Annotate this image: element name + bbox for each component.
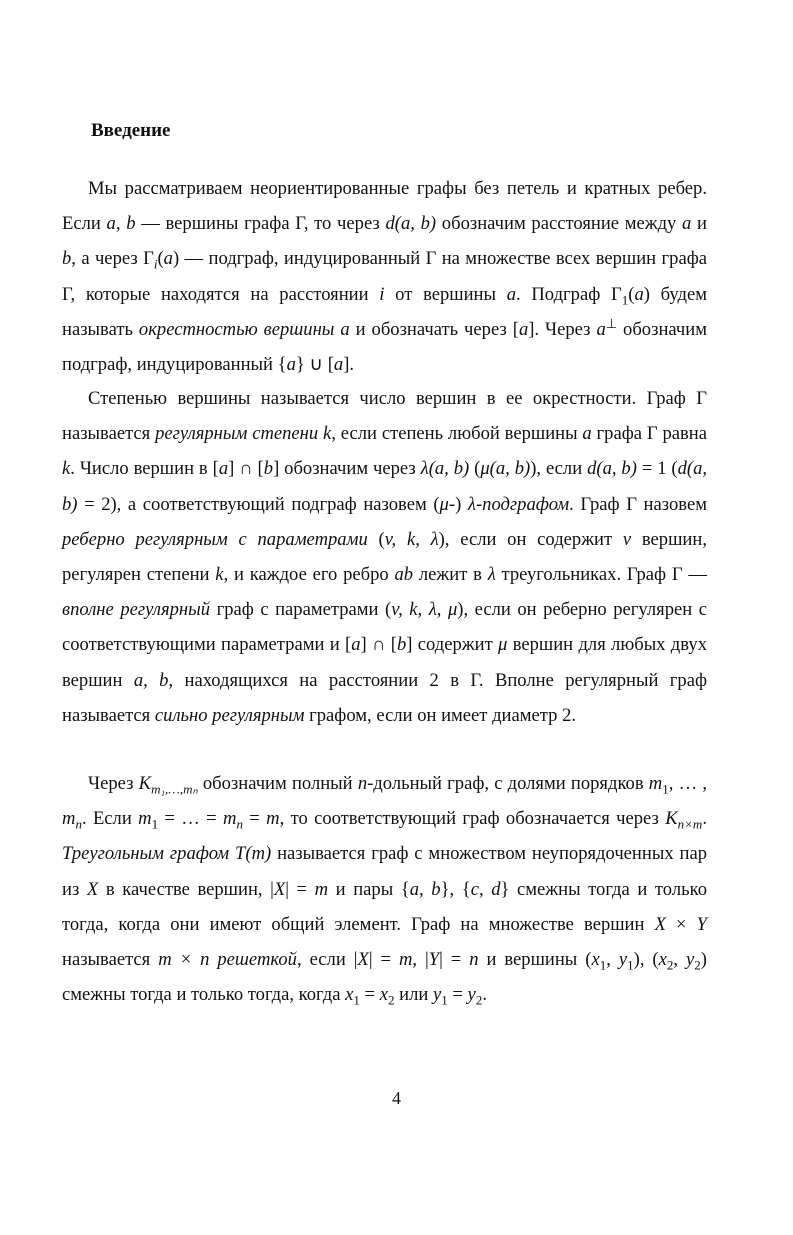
- text-run: v, k, λ, μ: [391, 599, 458, 621]
- text-run: X: [86, 878, 99, 900]
- text-run: -: [475, 493, 483, 515]
- text-run: Треугольным графом T(m): [62, 843, 272, 865]
- text-run: ] ∩ [: [360, 634, 397, 656]
- text-run: 1: [151, 816, 159, 832]
- paragraph-2: [62, 381, 707, 733]
- text-run: m: [266, 808, 280, 830]
- text-run: 1: [599, 957, 607, 973]
- text-run: , … ,: [668, 773, 708, 794]
- text-run: X: [357, 949, 369, 971]
- text-run: ) смежны тогда и только тогда, когда: [62, 949, 707, 1006]
- text-run: ] содержит: [406, 634, 499, 656]
- text-run: X: [273, 878, 286, 900]
- text-run: ), (: [633, 949, 659, 971]
- text-run: вполне регулярный: [62, 599, 211, 621]
- text-run: | =: [439, 949, 470, 971]
- text-run: x: [591, 949, 600, 971]
- text-run: ) будем называть: [62, 283, 707, 340]
- text-run: a: [518, 318, 529, 340]
- text-run: в качестве вершин, |: [98, 878, 274, 900]
- text-run: (: [469, 458, 481, 480]
- text-run: 2: [475, 992, 483, 1008]
- text-run: треугольниках. Граф Γ —: [495, 564, 707, 586]
- text-run: y: [686, 949, 695, 971]
- text-run: Y: [428, 949, 440, 971]
- text-run: a: [682, 213, 692, 235]
- text-run: m: [398, 949, 413, 971]
- text-run: . Подграф Γ: [516, 283, 622, 305]
- text-run: . Число вершин в [: [70, 458, 219, 480]
- text-run: λ(a, b): [420, 458, 470, 480]
- text-run: b: [263, 458, 274, 480]
- text-run: ), если он содержит: [438, 528, 623, 550]
- text-run: m: [648, 773, 663, 794]
- text-run: =: [359, 984, 380, 1006]
- text-run: d(a, b): [62, 458, 708, 515]
- text-run: Через: [88, 773, 139, 794]
- text-run: m: [223, 808, 237, 830]
- text-run: ), если он реберно регулярен с соответствующими параметрами и [: [62, 599, 708, 656]
- text-run: 2: [666, 957, 674, 973]
- text-run: n: [236, 816, 243, 832]
- text-run: . Граф Γ назовем: [569, 493, 707, 515]
- text-run: a: [351, 634, 361, 656]
- text-run: x: [379, 984, 388, 1006]
- text-run: , |: [412, 949, 429, 971]
- text-run: K: [138, 773, 152, 794]
- text-run: .: [702, 808, 707, 830]
- text-run: 1: [621, 292, 629, 308]
- section-heading: Введение: [91, 120, 171, 141]
- text-run: (: [628, 283, 635, 305]
- text-run: ].: [343, 354, 355, 376]
- text-run: y: [432, 984, 442, 1006]
- text-run: y: [467, 984, 476, 1006]
- paragraph-3: [62, 766, 707, 1012]
- text-run: . Если: [81, 808, 139, 830]
- text-run: и вершины (: [478, 949, 592, 971]
- text-run: граф с параметрами (: [210, 599, 392, 621]
- text-run: λ: [467, 493, 476, 515]
- text-run: n: [357, 773, 368, 794]
- text-run: a: [582, 423, 592, 445]
- text-run: , если |: [296, 949, 358, 971]
- text-run: называется граф с множеством неупорядоченных пар из: [62, 843, 708, 900]
- text-run: реберно регулярным с параметрами: [62, 528, 368, 550]
- text-run: вершин для любых двух вершин: [62, 634, 707, 691]
- text-run: } ∪ [: [295, 354, 334, 376]
- text-run: и: [691, 213, 707, 235]
- text-run: a: [163, 248, 173, 270]
- text-run: k: [62, 458, 71, 480]
- text-run: 2: [694, 957, 701, 973]
- text-run: ] ∩ [: [228, 458, 264, 480]
- text-run: регулярным степени k: [155, 423, 332, 445]
- text-run: или: [394, 984, 433, 1006]
- text-run: = … =: [158, 808, 224, 830]
- text-run: n: [75, 816, 82, 832]
- text-run: μ: [439, 493, 449, 515]
- text-run: ) — подграф, индуцированный Γ на множестве всех вершин графа Γ, которые находятся на расстоянии: [62, 248, 707, 305]
- text-run: ,: [606, 949, 619, 971]
- page-number: 4: [392, 1088, 401, 1108]
- text-run: b: [62, 248, 72, 270]
- text-run: , и каждое его ребро: [223, 564, 395, 586]
- text-run: графа Γ равна: [591, 423, 707, 445]
- text-run: | =: [368, 949, 399, 971]
- text-run: =: [242, 808, 267, 830]
- text-run: m₁,…,mₙ: [151, 781, 198, 797]
- text-run: ), если: [530, 458, 588, 480]
- text-run: 2: [387, 992, 395, 1008]
- text-run: 1: [627, 957, 634, 973]
- text-run: и пары {: [328, 878, 410, 900]
- text-run: , а через Γ: [71, 248, 154, 270]
- text-run: μ(a, b): [480, 458, 531, 480]
- text-run: Степенью вершины называется число вершин в ее окрестности. Граф Γ называется: [62, 388, 707, 445]
- text-run: a: [333, 354, 344, 376]
- text-run: n: [469, 949, 479, 971]
- text-run: | =: [285, 878, 315, 900]
- text-run: , если степень любой вершины: [331, 423, 583, 445]
- text-run: графом, если он имеет диаметр 2.: [304, 704, 577, 726]
- text-run: ⊥: [605, 315, 618, 331]
- text-run: вершин, регулярен степени: [62, 528, 707, 586]
- text-run: , то соответствующий граф обозначается через: [279, 808, 666, 830]
- text-run: x: [345, 984, 354, 1006]
- text-run: Y: [696, 913, 707, 935]
- text-run: m: [62, 808, 76, 830]
- text-run: d(a, b): [587, 458, 637, 480]
- text-run: 1: [441, 992, 448, 1008]
- text-run: лежит в: [413, 564, 488, 586]
- text-run: a: [634, 283, 644, 305]
- text-run: b: [396, 634, 407, 656]
- text-run: и обозначать через [: [349, 318, 519, 340]
- text-run: m: [314, 878, 329, 900]
- text-run: v, k, λ: [384, 528, 439, 550]
- text-run: x: [658, 949, 667, 971]
- text-run: μ: [498, 634, 508, 656]
- text-run: обозначим полный: [197, 773, 358, 794]
- text-run: m × n решеткой: [158, 949, 297, 971]
- text-run: -дольный граф, с долями порядков: [367, 773, 649, 794]
- text-run: X: [654, 913, 666, 935]
- text-run: (: [367, 528, 385, 550]
- text-run: = 2), а соответствующий подграф назовем (: [77, 493, 440, 515]
- text-run: m: [138, 808, 152, 830]
- text-run: окрестностью вершины a: [138, 318, 350, 340]
- text-run: = 1 (: [636, 458, 678, 480]
- text-run: }, {: [440, 878, 471, 900]
- text-run: i: [379, 283, 385, 305]
- text-run: , находящихся на расстоянии 2 в Γ. Вполне регулярный граф называется: [62, 669, 708, 726]
- text-run: 1: [662, 781, 669, 797]
- text-run: обозначим подграф, индуцированный {: [62, 318, 707, 376]
- text-run: a, b: [106, 213, 136, 235]
- text-run: λ: [487, 564, 496, 586]
- text-run: =: [447, 984, 468, 1006]
- text-run: ×: [665, 913, 697, 935]
- text-run: k: [215, 564, 224, 586]
- text-run: 1: [353, 992, 360, 1008]
- text-run: -): [448, 493, 468, 515]
- text-run: от вершины: [384, 283, 507, 305]
- text-run: a, b: [409, 878, 441, 900]
- text-run: i: [153, 257, 158, 273]
- text-run: ] обозначим через: [273, 458, 421, 480]
- text-run: называется: [62, 949, 159, 971]
- text-run: сильно регулярным: [154, 704, 305, 726]
- text-run: d(a, b): [385, 213, 437, 235]
- text-run: обозначим расстояние между: [436, 213, 683, 235]
- text-run: — вершины графа Γ, то через: [135, 213, 386, 235]
- text-run: ab: [394, 564, 414, 586]
- text-run: ,: [673, 949, 687, 971]
- paragraph-1: [62, 171, 707, 382]
- text-run: y: [618, 949, 628, 971]
- text-run: v: [622, 528, 632, 550]
- text-run: a: [286, 354, 296, 376]
- text-run: .: [482, 984, 487, 1006]
- text-run: a: [506, 283, 517, 305]
- text-run: (: [157, 248, 164, 270]
- text-run: Мы рассматриваем неориентированные графы без петель и кратных ребер. Если: [62, 178, 707, 235]
- text-run: c, d: [470, 878, 501, 900]
- text-run: a, b: [133, 669, 169, 691]
- text-run: ]. Через: [528, 318, 597, 340]
- text-run: n×m: [677, 816, 703, 832]
- text-run: a: [596, 318, 606, 340]
- text-run: a: [218, 458, 229, 480]
- text-run: подграфом: [482, 493, 570, 515]
- text-run: K: [665, 808, 678, 830]
- text-run: } смежны тогда и только тогда, когда они имеют общий элемент. Граф на множестве вершин: [62, 878, 707, 935]
